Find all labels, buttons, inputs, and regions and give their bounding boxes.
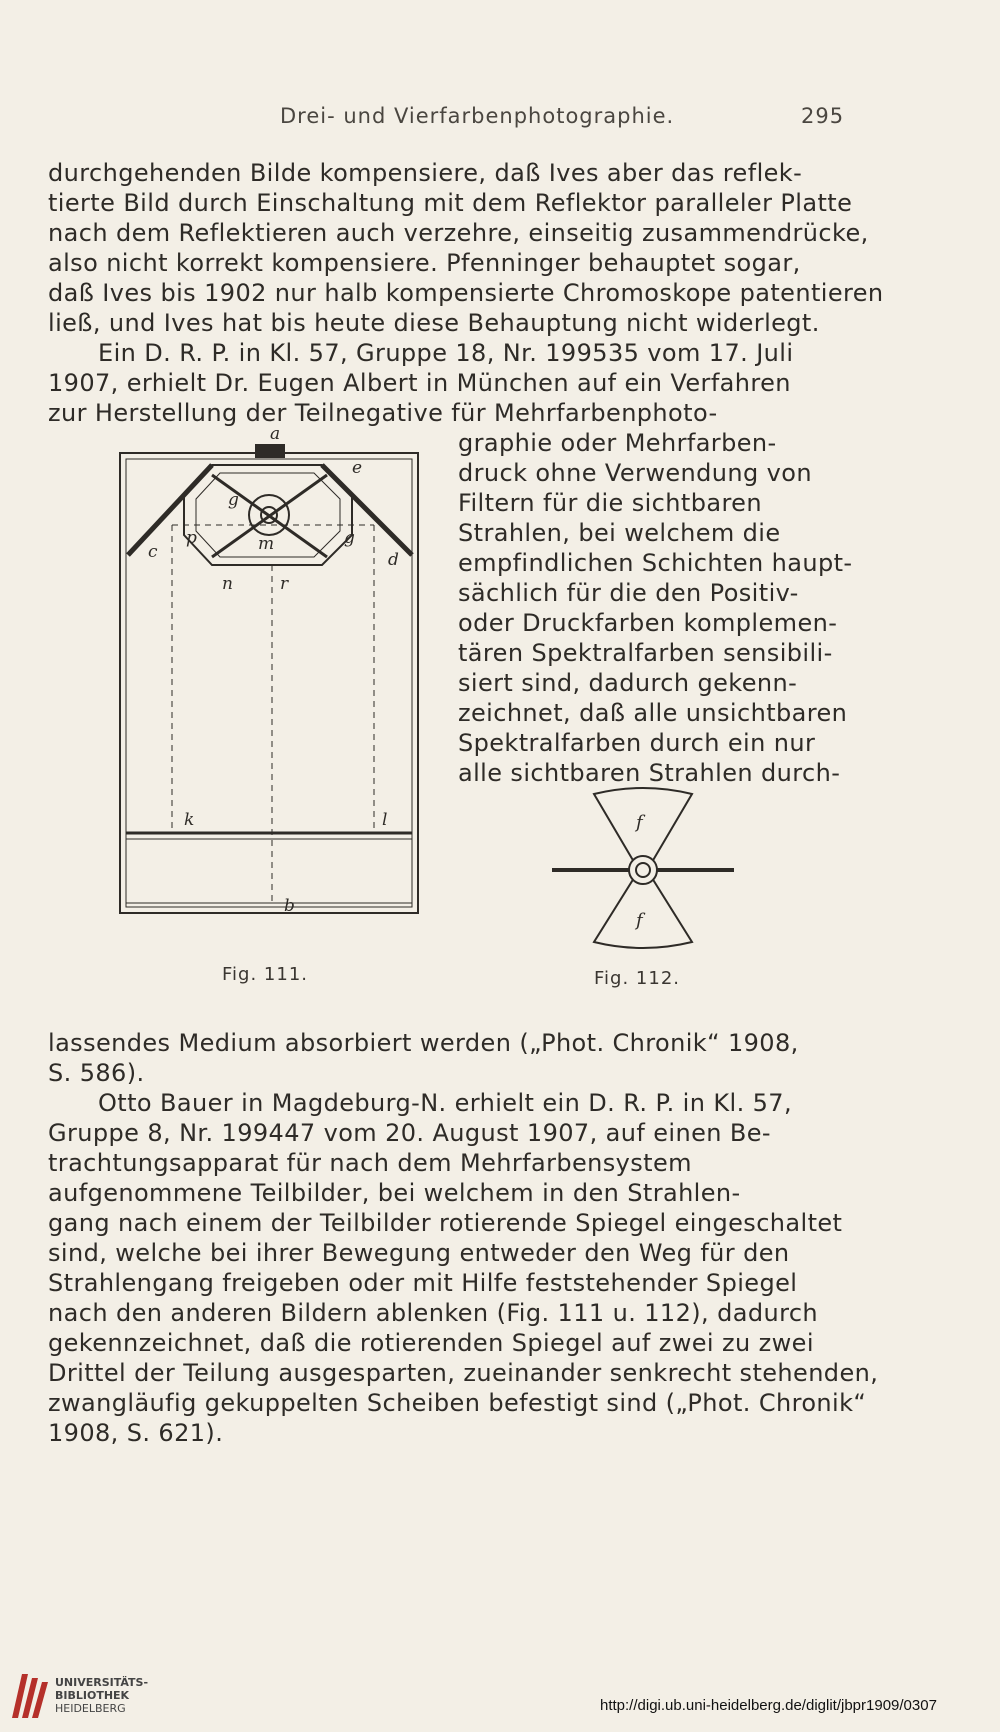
text-line: siert sind, dadurch gekenn- [458, 669, 798, 697]
text-line: tären Spektralfarben sensibili- [458, 639, 833, 667]
fig111-label-g-left: g [228, 490, 239, 510]
fig111-label-n: n [222, 574, 233, 594]
fig111-label-b: b [284, 896, 295, 916]
fig112-label-f-bottom: f [636, 910, 643, 931]
fig111-label-d: d [388, 550, 399, 570]
text-line: tierte Bild durch Einschaltung mit dem Reflektor paralleler Platte [48, 189, 853, 217]
text-line: sächlich für die den Positiv- [458, 579, 799, 607]
text-line: oder Druckfarben komplemen- [458, 609, 838, 637]
text-line: S. 586). [48, 1059, 145, 1087]
text-line: Drittel der Teilung ausgesparten, zueinander senkrecht stehenden, [48, 1359, 879, 1387]
text-line: Gruppe 8, Nr. 199447 vom 20. August 1907, auf einen Be- [48, 1119, 771, 1147]
text-line: graphie oder Mehrfarben- [458, 429, 777, 457]
text-line: durchgehenden Bilde kompensiere, daß Ives aber das reflek- [48, 159, 803, 187]
text-line: ließ, und Ives hat bis heute diese Behauptung nicht widerlegt. [48, 309, 820, 337]
text-line: gang nach einem der Teilbilder rotierende Spiegel eingeschaltet [48, 1209, 843, 1237]
figure-111 [112, 425, 432, 940]
page-number: 295 [801, 104, 845, 128]
running-head-title: Drei- und Vierfarbenphotographie. [280, 104, 675, 128]
fig111-label-e: e [352, 458, 363, 478]
source-url[interactable]: http://digi.ub.uni-heidelberg.de/diglit/jbpr1909/0307 [600, 1697, 937, 1714]
figure-112 [548, 780, 738, 960]
text-line: aufgenommene Teilbilder, bei welchem in den Strahlen- [48, 1179, 741, 1207]
text-line: gekennzeichnet, daß die rotierenden Spiegel auf zwei zu zwei [48, 1329, 814, 1357]
text-line: 1908, S. 621). [48, 1419, 224, 1447]
text-line: Filtern für die sichtbaren [458, 489, 762, 517]
text-line: zwangläufig gekuppelten Scheiben befestigt sind („Phot. Chronik“ [48, 1389, 867, 1417]
fig111-label-a: a [270, 425, 281, 444]
text-line: zur Herstellung der Teilnegative für Mehrfarbenphoto- [48, 399, 718, 427]
fig111-label-k: k [184, 810, 195, 830]
text-line: 1907, erhielt Dr. Eugen Albert in München auf ein Verfahren [48, 369, 791, 397]
fig111-label-g-right: g [344, 528, 355, 548]
figure-112-caption: Fig. 112. [594, 968, 680, 989]
fig111-label-l: l [382, 810, 388, 830]
text-line: lassendes Medium absorbiert werden („Phot. Chronik“ 1908, [48, 1029, 799, 1057]
text-line: Spektralfarben durch ein nur [458, 729, 816, 757]
text-line: sind, welche bei ihrer Bewegung entweder den Weg für den [48, 1239, 790, 1267]
fig112-label-f-top: f [636, 812, 643, 833]
text-line: Strahlengang freigeben oder mit Hilfe feststehender Spiegel [48, 1269, 798, 1297]
text-line: trachtungsapparat für nach dem Mehrfarbensystem [48, 1149, 692, 1177]
fig111-label-r: r [280, 574, 289, 594]
fig111-label-m: m [258, 534, 275, 554]
text-line: alle sichtbaren Strahlen durch- [458, 759, 841, 787]
text-line: also nicht korrekt kompensiere. Pfenninger behauptet sogar, [48, 249, 801, 277]
fig111-label-p: p [186, 528, 197, 548]
text-line: empfindlichen Schichten haupt- [458, 549, 853, 577]
text-line: nach dem Reflektieren auch verzehre, einseitig zusammendrücke, [48, 219, 869, 247]
fig111-label-c: c [148, 542, 158, 562]
text-line: zeichnet, daß alle unsichtbaren [458, 699, 848, 727]
text-line: Otto Bauer in Magdeburg-N. erhielt ein D. R. P. in Kl. 57, [98, 1089, 793, 1117]
text-line: druck ohne Verwendung von [458, 459, 812, 487]
text-line: daß Ives bis 1902 nur halb kompensierte Chromoskope patentieren [48, 279, 884, 307]
text-line: Ein D. R. P. in Kl. 57, Gruppe 18, Nr. 199535 vom 17. Juli [98, 339, 794, 367]
library-name: UNIVERSITÄTS- BIBLIOTHEK HEIDELBERG [55, 1676, 149, 1715]
text-line: nach den anderen Bildern ablenken (Fig. 111 u. 112), dadurch [48, 1299, 819, 1327]
figure-111-caption: Fig. 111. [222, 964, 308, 985]
text-line: Strahlen, bei welchem die [458, 519, 781, 547]
